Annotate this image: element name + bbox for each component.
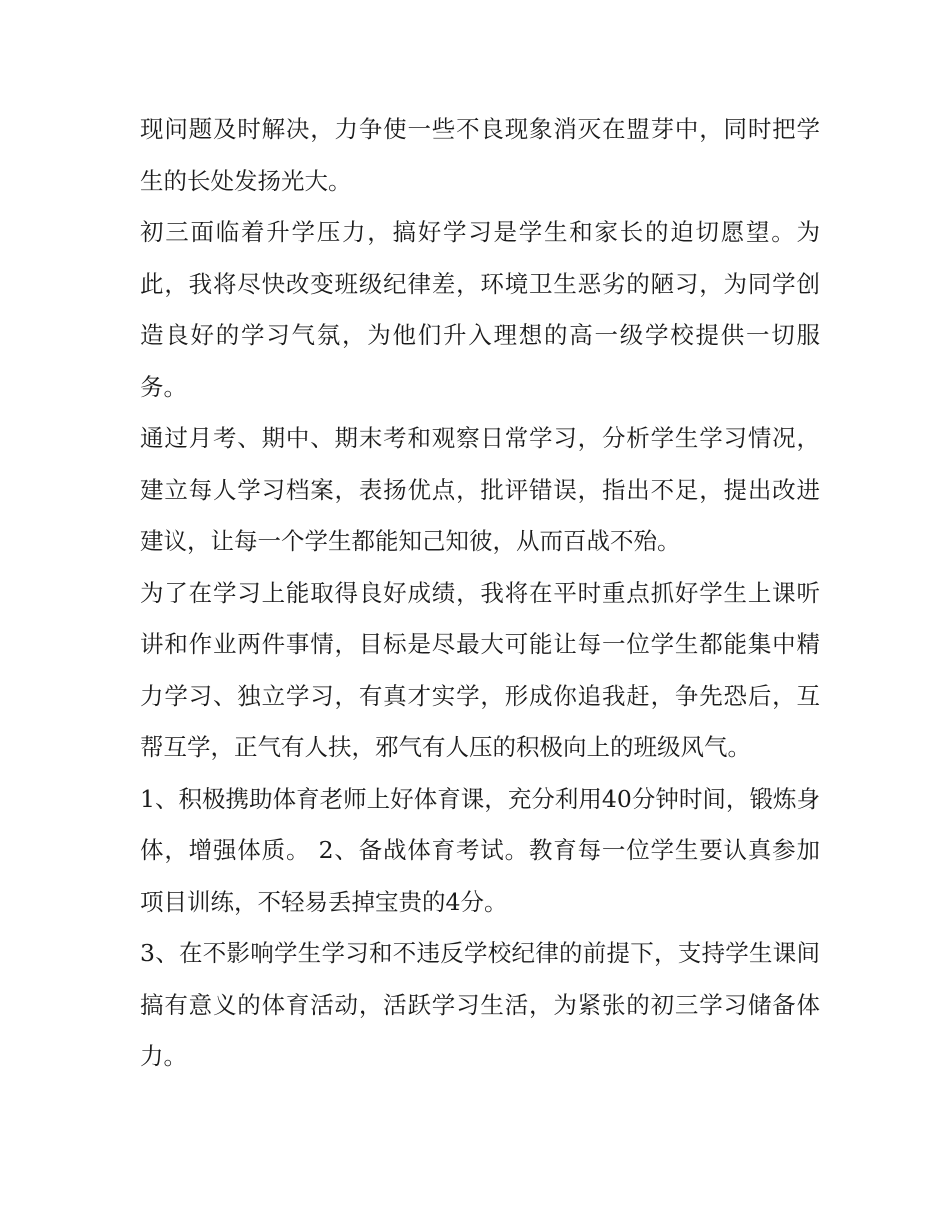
paragraph: 初三面临着升学压力，搞好学习是学生和家长的迫切愿望。为此，我将尽快改变班级纪律差，环境卫生恶劣的陋习，为同学创造良好的学习气氛，为他们升入理想的高一级学校提供一切服务。: [140, 218, 820, 401]
paragraph: 为了在学习上能取得良好成绩，我将在平时重点抓好学生上课听讲和作业两件事情，目标是尽最大可能让每一位学生都能集中精力学习、独立学习，有真才实学，形成你追我赶，争先恐后，互帮互学，正气有人扶，邪气有人压的积极向上的班级风气。: [140, 578, 820, 761]
paragraph: 1、积极携助体育老师上好体育课，充分利用40分钟时间，锻炼身体，增强体质。 2、备战体育考试。教育每一位学生要认真参加项目训练，不轻易丢掉宝贵的4分。: [140, 784, 820, 916]
paragraph: 3、在不影响学生学习和不违反学校纪律的前提下，支持学生课间搞有意义的体育活动，活跃学习生活，为紧张的初三学习储备体力。: [140, 939, 820, 1070]
paragraph: 现问题及时解决，力争使一些不良现象消灭在盟芽中，同时把学生的长处发扬光大。: [140, 115, 820, 195]
document-body: [140, 104, 820, 1083]
paragraph: 通过月考、期中、期末考和观察日常学习，分析学生学习情况，建立每人学习档案，表扬优点，批评错误，指出不足，提出改进建议，让每一个学生都能知己知彼，从而百战不殆。: [140, 424, 820, 555]
